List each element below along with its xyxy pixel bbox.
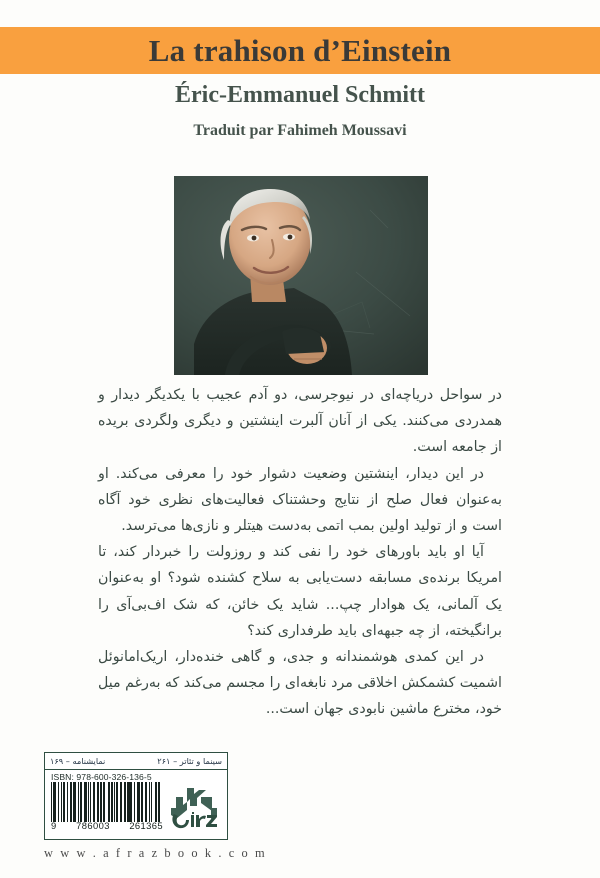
blurb-paragraph: در این دیدار، اینشتین وضعیت دشوار خود را معرفی می‌کند. او به‌عنوان فعال صلح از نتایج وحشتناک فعالیت‌های نظری خود آگاه است و از تولید اولین بمب اتمی به‌دست هیتلر و نازی‌ها می‌ترسد.	[98, 465, 502, 535]
barcode-digit-group-1: 786003	[76, 820, 110, 831]
afraz-logo-icon	[165, 784, 223, 832]
barcode-block	[44, 752, 228, 840]
blurb-paragraph: در سواحل دریاچه‌ای در نیوجرسی، دو آدم عجیب با یکدیگر دیدار و همدردی می‌کنند. یکی از آنان آلبرت اینشتین و دیگری ولگردی بریده از جامعه است.	[98, 387, 502, 456]
translator-credit: Traduit par Fahimeh Moussavi	[193, 122, 407, 139]
barcode-bars	[51, 782, 161, 822]
barcode-digits	[51, 820, 163, 831]
author-portrait-photo	[174, 176, 428, 375]
barcode-category-row	[45, 753, 227, 770]
book-title: La trahison d’Einstein	[148, 32, 452, 68]
publisher-website: w w w . a f r a z b o o k . c o m	[44, 846, 267, 860]
blurb-text	[98, 382, 502, 723]
blurb-paragraph: آیا او باید باورهای خود را نفی کند و روزولت را خبردار کند، تا امریکا برنده‌ی مسابقه دست‌یابی به سلاح کشنده شود؟ او به‌عنوان یک آلمانی، یک هوادار چپ... شاید یک خائن، که شک اف‌بی‌آی را برانگیخته، از چه جبهه‌ای باید طرفداری کند؟	[98, 544, 502, 639]
barcode-category-right: نمایشنامه – ۱۶۹	[50, 756, 106, 766]
barcode-digit-prefix: 9	[51, 820, 57, 831]
barcode-category-left: سینما و تئاتر – ۲۶۱	[157, 756, 222, 766]
barcode-digit-group-2: 261365	[129, 820, 163, 831]
isbn-label: ISBN: 978-600-326-136-5	[51, 772, 152, 782]
blurb-paragraph: در این کمدی هوشمندانه و جدی، و گاهی خنده‌دار، اریک‌امانوئل اشمیت کشمکش اخلاقی مرد نابغه‌ای را مجسم می‌کند که به‌رغم میل خود، مخترع ماشین نابودی جهان است...	[98, 649, 502, 718]
author-name: Éric-Emmanuel Schmitt	[175, 82, 425, 108]
barcode-body	[45, 782, 227, 834]
